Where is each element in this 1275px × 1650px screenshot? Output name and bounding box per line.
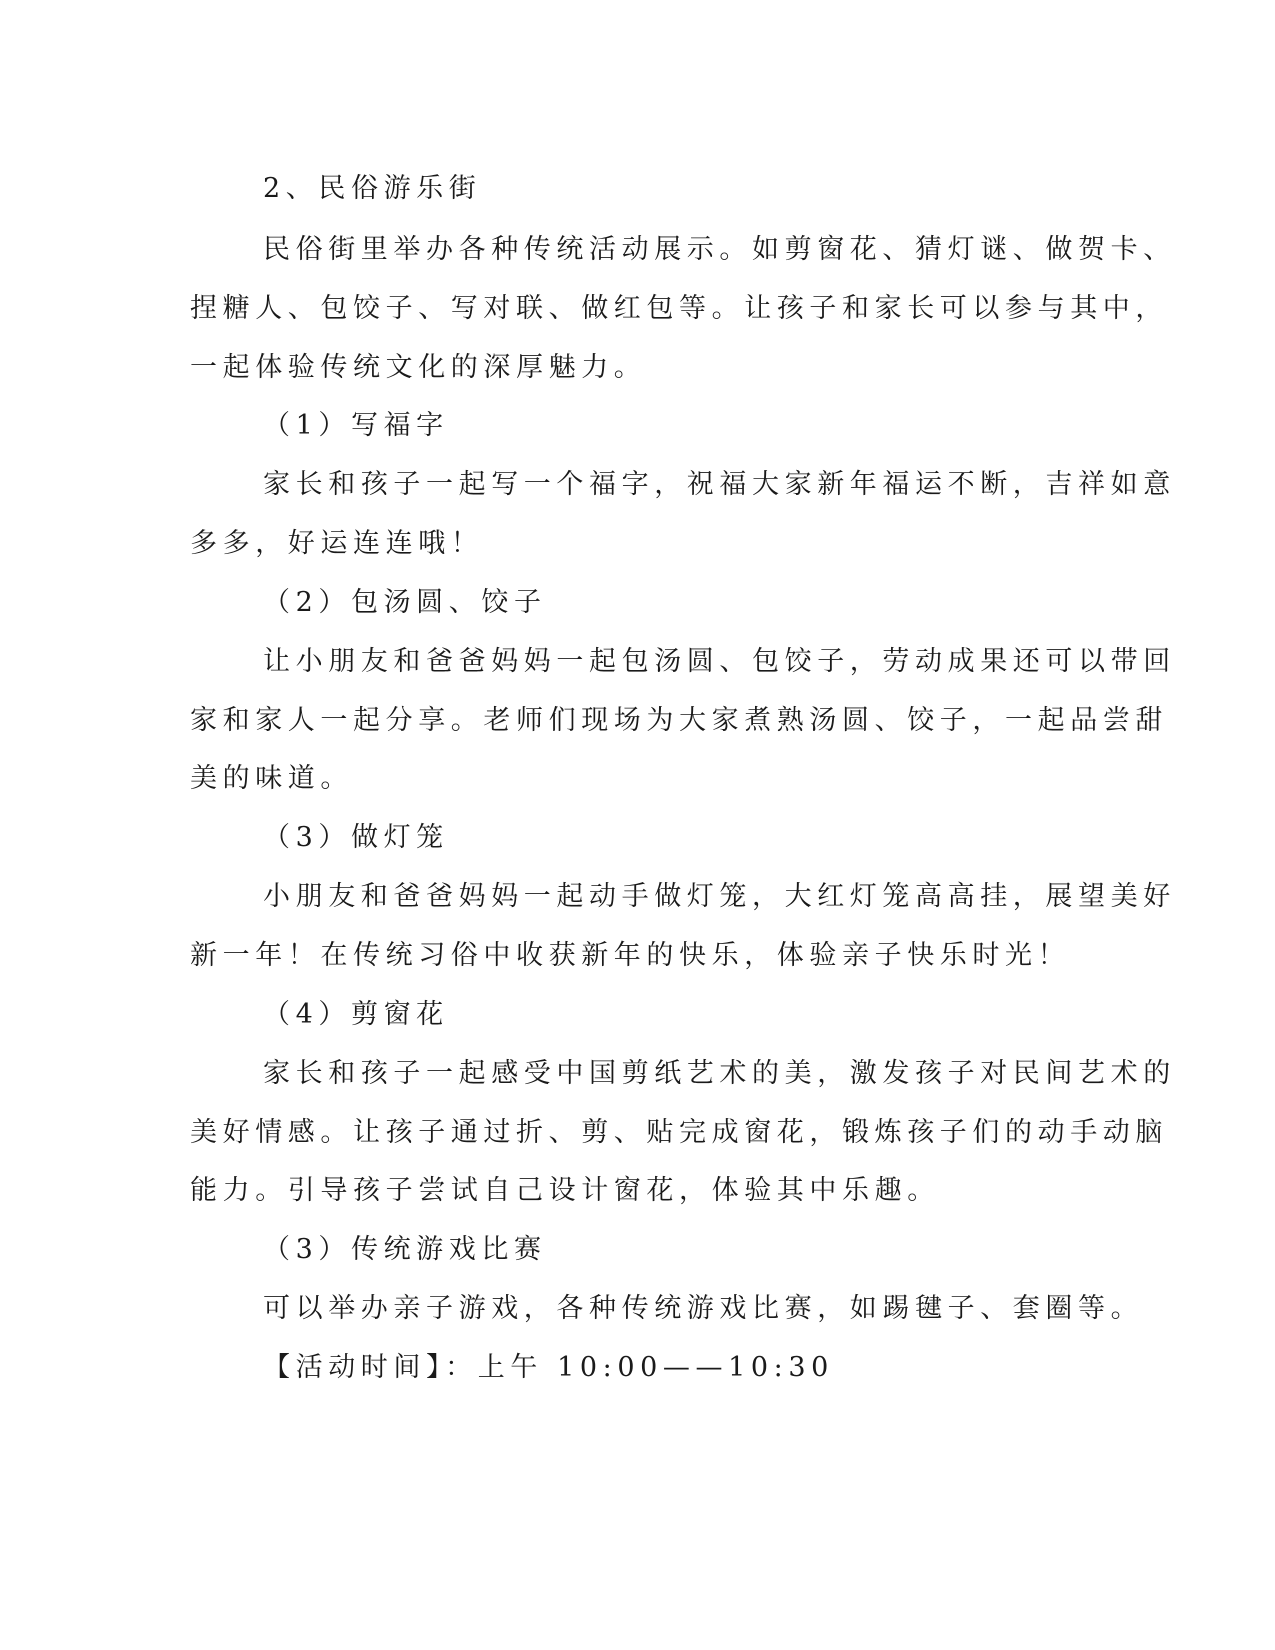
- subheading: （3）做灯笼: [263, 822, 449, 853]
- paragraph-line: 美的味道。: [190, 763, 353, 794]
- paragraph-line: 美好情感。让孩子通过折、剪、贴完成窗花，锻炼孩子们的动手动脑: [190, 1117, 1168, 1148]
- paragraph-line: 多多，好运连连哦！: [190, 528, 484, 559]
- paragraph-line: 一起体验传统文化的深厚魅力。: [190, 352, 647, 383]
- subheading: （2）包汤圆、饺子: [263, 587, 547, 618]
- paragraph-line: 能力。引导孩子尝试自己设计窗花，体验其中乐趣。: [190, 1175, 940, 1206]
- paragraph-line: 可以举办亲子游戏，各种传统游戏比赛，如踢毽子、套圈等。: [263, 1293, 1144, 1324]
- paragraph-line: 家长和孩子一起感受中国剪纸艺术的美，激发孩子对民间艺术的: [263, 1058, 1176, 1089]
- paragraph-line: 新一年！在传统习俗中收获新年的快乐，体验亲子快乐时光！: [190, 940, 1071, 971]
- subheading: （4）剪窗花: [263, 999, 449, 1030]
- paragraph-line: 小朋友和爸爸妈妈一起动手做灯笼，大红灯笼高高挂，展望美好: [263, 881, 1176, 912]
- subheading: （1）写福字: [263, 410, 449, 441]
- paragraph-line: 捏糖人、包饺子、写对联、做红包等。让孩子和家长可以参与其中，: [190, 293, 1168, 324]
- paragraph-line: 家长和孩子一起写一个福字，祝福大家新年福运不断，吉祥如意: [263, 469, 1176, 500]
- paragraph-line: 家和家人一起分享。老师们现场为大家煮熟汤圆、饺子，一起品尝甜: [190, 705, 1168, 736]
- activity-time: 【活动时间】：上午 10:00——10:30: [263, 1352, 834, 1383]
- paragraph-line: 让小朋友和爸爸妈妈一起包汤圆、包饺子，劳动成果还可以带回: [263, 646, 1176, 677]
- paragraph-line: 民俗街里举办各种传统活动展示。如剪窗花、猜灯谜、做贺卡、: [263, 234, 1176, 265]
- section-heading: 2、民俗游乐街: [263, 173, 482, 204]
- subheading: （3）传统游戏比赛: [263, 1234, 547, 1265]
